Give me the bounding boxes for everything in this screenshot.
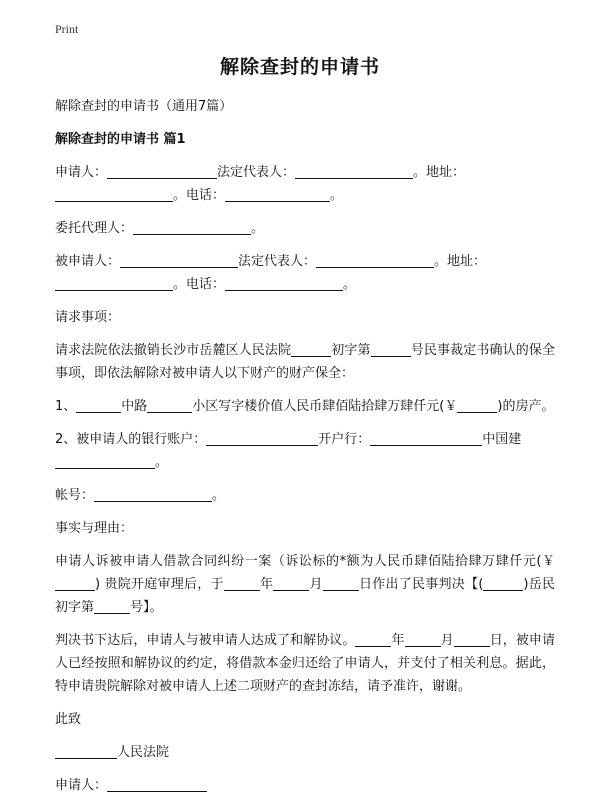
legal-rep-label: 法定代表人：	[217, 165, 296, 180]
amount-blank	[457, 398, 497, 413]
account-label: 帐号：	[55, 488, 95, 503]
facts-paragraph	[55, 550, 555, 619]
court-line	[55, 741, 555, 764]
phone-label: 。电话：	[173, 277, 226, 292]
case-number-blank	[371, 342, 411, 357]
legal-rep-blank	[295, 164, 413, 179]
after-paragraph	[55, 629, 555, 698]
account-blank	[94, 487, 212, 502]
day-blank	[454, 632, 490, 647]
facts-text: 年	[259, 577, 274, 592]
facts-text: )岳民初字第	[55, 577, 555, 615]
item-text: 开户行：	[318, 432, 371, 447]
agent-blank	[133, 220, 251, 235]
document-title: 解除查封的申请书	[219, 56, 380, 78]
bank-continued-blank	[55, 454, 155, 469]
request-heading: 请求事项：	[55, 310, 121, 325]
after-text: 日，被申请人已经按照和解协议的约定，将借款本金归还给了申请人，并支付了相关利息。据此，特申请贵院解除对被申请人上述二项财产的查封冻结，请予准许，谢谢。	[55, 633, 555, 694]
item-text: )的房产。	[497, 399, 555, 414]
item-text: 2、被申请人的银行账户：	[55, 432, 207, 447]
account-line	[55, 484, 555, 507]
request-text: 初字第	[331, 343, 371, 358]
court-blank	[291, 342, 331, 357]
after-text: 判决书下达后，申请人与被申请人达成了和解协议。	[55, 633, 356, 648]
facts-text: 月	[309, 577, 323, 592]
facts-text: ) 贵院开庭审理后，于	[95, 577, 224, 592]
agent-label: 委托代理人：	[55, 221, 134, 236]
agent-line	[55, 217, 555, 240]
community-blank	[147, 398, 192, 413]
request-text: 号民事裁定书确认的保全事项，即依法解除对被申请人以下财产的财产保全：	[55, 343, 555, 381]
item-text: 中路	[121, 399, 148, 414]
applicant-label: 申请人：	[55, 165, 108, 180]
phone-label: 。电话：	[173, 188, 226, 203]
period: 。	[343, 277, 357, 292]
signature-line	[55, 774, 555, 797]
applicant-block	[55, 161, 555, 207]
phone-blank	[225, 276, 343, 291]
court-name-blank	[55, 744, 117, 759]
item-text: 中国建	[482, 432, 522, 447]
amount-blank	[55, 576, 95, 591]
bank-blank	[370, 431, 482, 446]
salutation: 此致	[55, 712, 82, 727]
item-1	[55, 395, 555, 418]
signature-label: 申请人：	[55, 778, 108, 793]
address-label: 。地址：	[413, 165, 466, 180]
subtitle: 解除查封的申请书（通用7篇）	[55, 99, 233, 114]
address-blank	[55, 187, 173, 202]
month-blank	[273, 576, 309, 591]
request-text: 请求法院依法撤销长沙市岳麓区人民法院	[55, 343, 292, 358]
request-paragraph	[55, 339, 555, 385]
court-label: 人民法院	[117, 745, 170, 760]
road-blank	[76, 398, 121, 413]
applicant-blank	[107, 164, 217, 179]
respondent-label: 被申请人：	[55, 254, 121, 269]
respondent-blank	[120, 253, 238, 268]
item-2	[55, 428, 555, 474]
period: 。	[155, 455, 169, 470]
item-text: 1、	[55, 399, 77, 414]
month-blank	[405, 632, 441, 647]
period: 。	[330, 188, 344, 203]
legal-rep-label: 法定代表人：	[238, 254, 317, 269]
facts-heading: 事实与理由：	[55, 521, 134, 536]
year-blank	[355, 632, 391, 647]
facts-text: 日作出了民事判决【(	[358, 577, 484, 592]
facts-text: 号】。	[130, 600, 163, 615]
year-blank	[224, 576, 260, 591]
address-blank	[55, 276, 173, 291]
document-body	[55, 95, 555, 797]
day-blank	[323, 576, 359, 591]
item-text: 小区写字楼价值人民币肆佰陆拾肆万肆仟元(￥	[192, 399, 458, 414]
section-heading: 解除查封的申请书 篇1	[55, 132, 186, 147]
after-text: 年	[391, 633, 405, 648]
legal-rep-blank	[316, 253, 434, 268]
period: 。	[212, 488, 226, 503]
judgment-number-blank	[94, 599, 130, 614]
year-code-blank	[483, 576, 523, 591]
facts-text: 申请人诉被申请人借款合同纠纷一案（诉讼标的*额为人民币肆佰陆拾肆万肆仟元(￥	[55, 554, 555, 569]
bank-account-blank	[206, 431, 318, 446]
signature-blank	[107, 777, 207, 792]
print-link[interactable]: Print	[55, 22, 79, 36]
phone-blank	[225, 187, 330, 202]
respondent-block	[55, 250, 555, 296]
period: 。	[251, 221, 265, 236]
address-label: 。地址：	[434, 254, 487, 269]
after-text: 月	[440, 633, 454, 648]
